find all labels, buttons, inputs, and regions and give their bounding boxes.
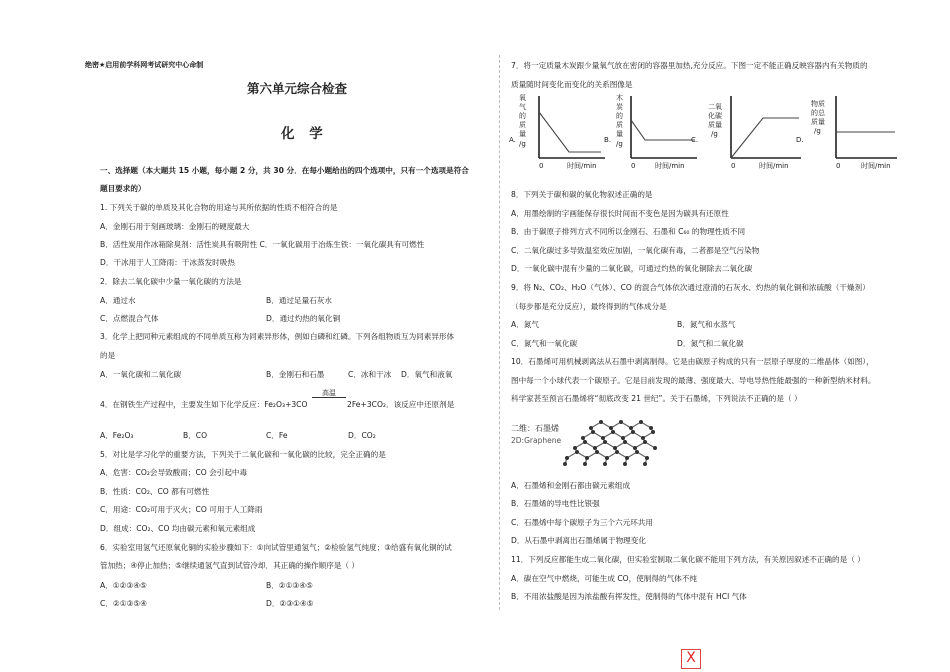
q3-option-c: C．冰和干冰 <box>348 370 392 379</box>
q9-stem: 9．将 N₂、CO₂、H₂O（气体）、CO 的混合气体依次通过澄清的石灰水、灼热的氧化铜和浓硫酸（干燥剂） <box>511 283 870 292</box>
q7-a-ylabel-3: 质 <box>519 121 526 129</box>
q3-option-b: B．金刚石和石墨 <box>266 370 325 379</box>
q10-stem-cont2: 科学家甚至预言石墨烯将“彻底改变 21 世纪”。关于石墨烯，下列说法不正确的是（ ） <box>511 394 802 403</box>
q3-option-a: A．一氧化碳和二氧化碳 <box>100 370 182 379</box>
q2-option-a: A．通过水 <box>100 296 136 305</box>
q7-opt-a: A. <box>509 136 516 144</box>
q4-option-b: B．CO <box>183 431 208 440</box>
q7-d-ylabel-3: /g <box>814 127 821 135</box>
q8-option-d: D．一氧化碳中混有少量的二氧化碳，可通过灼热的氧化铜除去二氧化碳 <box>511 264 753 273</box>
q7-b-xlabel: 时间/min <box>655 162 685 170</box>
q8-option-a: A．用墨绘制的字画能保存很长时间而不变色是因为碳具有还原性 <box>511 209 729 218</box>
graphene-caption-en: 2D:Graphene <box>511 436 562 445</box>
q7-b-ylabel-1: 炭 <box>616 103 623 111</box>
q2-option-b: B．通过足量石灰水 <box>266 296 332 305</box>
q7-opt-b: B. <box>604 136 612 144</box>
q9-option-b: B．氮气和水蒸气 <box>677 320 736 329</box>
q6-stem-cont: 管加热；④停止加热；⑤继续通氢气直到试管冷却．其正确的操作顺序是（ ） <box>100 561 360 570</box>
q7-d-ylabel-1: 的总 <box>811 109 825 117</box>
q7-a-ylabel-5: /g <box>519 140 526 148</box>
q10-option-a: A．石墨烯和金刚石都由碳元素组成 <box>511 481 631 490</box>
q3-stem-cont: 的是 <box>100 351 116 360</box>
q6-option-d: D．②③①④⑤ <box>266 599 314 608</box>
q8-option-c: C．二氧化碳过多导致温室效应加剧，一氧化碳有毒，二者都是空气污染物 <box>511 246 760 255</box>
q7-d-ylabel-2: 质量 <box>811 118 825 126</box>
section-heading: 一、选择题（本大题共 15 小题，每小题 2 分，共 30 分．在每小题给出的四个选项中，只有一个选项是符合 <box>100 166 469 175</box>
q4-option-c: C．Fe <box>266 431 288 440</box>
q10-option-c: C．石墨烯中每个碳原子为三个六元环共用 <box>511 518 653 527</box>
q11-option-b: B．不用浓盐酸是因为浓盐酸有挥发性，使制得的气体中混有 HCl 气体 <box>511 592 747 601</box>
q9-stem-cont: （每步都是充分反应），最终得到的气体成分是 <box>511 302 667 311</box>
q9-option-a: A．氮气 <box>511 320 539 329</box>
q11-option-a: A．碳在空气中燃烧，可能生成 CO，使制得的气体不纯 <box>511 574 697 583</box>
q2-option-d: D．通过灼热的氧化铜 <box>266 314 341 323</box>
q7-opt-c: C. <box>691 136 699 144</box>
section-heading-cont: 题目要求的） <box>100 184 146 193</box>
subject-title: 化 学 <box>281 126 328 142</box>
q2-stem: 2．除去二氧化碳中少量一氧化碳的方法是 <box>100 277 242 286</box>
q4-stem: 4．在钢铁生产过程中，主要发生如下化学反应：Fe₂O₃+3CO <box>100 400 308 409</box>
q7-a-ylabel-4: 量 <box>519 130 526 138</box>
q7-d-origin: 0 <box>836 162 841 170</box>
column-divider <box>499 55 500 610</box>
q6-option-b: B．②①③④⑤ <box>266 581 313 590</box>
q7-a-ylabel-1: 气 <box>519 103 526 111</box>
q7-graphs <box>505 92 905 172</box>
q8-stem: 8．下列关于碳和碳的氧化物叙述正确的是 <box>511 190 653 199</box>
q7-a-ylabel-0: 氧 <box>519 94 526 102</box>
q7-b-ylabel-0: 木 <box>616 94 623 102</box>
q7-b-curve <box>631 120 695 140</box>
q7-a-origin: 0 <box>539 162 544 170</box>
q4-option-a: A．Fe₂O₃ <box>100 431 134 440</box>
q7-c-ylabel-2: 质量 <box>708 121 722 129</box>
q7-a-curve <box>539 112 601 152</box>
q10-stem: 10．石墨烯可用机械剥离法从石墨中剥离制得。它是由碳原子构成的只有一层原子厚度的二维晶体（如图）， <box>511 357 874 366</box>
q5-option-b: B．性质：CO₂、CO 都有可燃性 <box>100 487 210 496</box>
q7-b-ylabel-4: 量 <box>616 130 623 138</box>
q1-option-d: D．干冰用于人工降雨：干冰蒸发时吸热 <box>100 258 235 267</box>
q6-stem: 6．实验室用氢气还原氧化铜的实验步骤如下：①向试管里通氢气；②检验氢气纯度；③给盛有氧化铜的试 <box>100 543 452 552</box>
q1-option-a: A．金刚石用于刻画玻璃：金刚石的硬度最大 <box>100 222 250 231</box>
q4-condition: 高温 <box>322 389 336 397</box>
q7-c-curve <box>731 118 799 158</box>
q3-option-d: D．氧气和液氧 <box>401 370 453 379</box>
q5-option-d: D．组成：CO₂、CO 均由碳元素和氧元素组成 <box>100 524 256 533</box>
q7-c-origin: 0 <box>731 162 736 170</box>
q9-option-d: D．氮气和二氧化碳 <box>677 339 744 348</box>
q7-opt-d: D. <box>796 136 804 144</box>
q5-stem: 5．对比是学习化学的重要方法，下列关于二氧化碳和一氧化碳的比较，完全正确的是 <box>100 450 386 459</box>
q3-stem: 3．化学上把同种元素组成的不同单质互称为同素异形体，例如白磷和红磷。下列各组物质互为同素异形体 <box>100 332 455 341</box>
q7-c-ylabel-3: /g <box>711 130 718 138</box>
confidential-note: 绝密★启用前学科网考试研究中心命制 <box>85 61 204 69</box>
close-icon[interactable]: X <box>681 649 701 669</box>
q1-stem: 1. 下列关于碳的单质及其化合物的用途与其所依据的性质不相符合的是 <box>100 203 338 212</box>
q2-option-c: C．点燃混合气体 <box>100 314 159 323</box>
q7-b-ylabel-5: /g <box>616 140 623 148</box>
q10-stem-cont: 图中每一个小球代表一个碳原子。它是目前发现的最薄、强度最大、导电导热性能最强的一种新型纳米材料。 <box>511 376 876 385</box>
q7-c-ylabel-1: 化碳 <box>708 112 722 120</box>
graphene-lattice-image <box>561 420 661 468</box>
q7-d-xlabel: 时间/min <box>861 162 891 170</box>
q7-b-ylabel-2: 的 <box>616 112 623 120</box>
page-title: 第六单元综合检查 <box>247 81 348 96</box>
q10-option-b: B．石墨烯的导电性比银强 <box>511 499 600 508</box>
q7-c-xlabel: 时间/min <box>759 162 789 170</box>
q8-option-b: B．由于碳原子排列方式不同所以金刚石、石墨和 C₆₀ 的物理性质不同 <box>511 227 746 236</box>
q7-d-ylabel-0: 物质 <box>811 100 825 108</box>
q6-option-c: C．②①③⑤④ <box>100 599 147 608</box>
q10-option-d: D．从石墨中剥离出石墨烯属于物理变化 <box>511 536 646 545</box>
q4-reaction-arrow <box>312 397 346 398</box>
graphene-caption-cn: 二维：石墨烯 <box>511 424 559 433</box>
q4-stem-cont: 2Fe+3CO₂．该反应中还原剂是 <box>347 400 455 409</box>
q7-a-xlabel: 时间/min <box>567 162 597 170</box>
q6-option-a: A．①②③④⑤ <box>100 581 147 590</box>
q1-option-bc: B．活性炭用作冰箱除臭剂：活性炭具有吸附性 C．一氧化碳用于冶炼生铁：一氧化碳具有可燃性 <box>100 240 425 249</box>
q7-b-ylabel-3: 质 <box>616 121 623 129</box>
q7-b-origin: 0 <box>631 162 636 170</box>
q5-option-a: A．危害：CO₂会导致酸雨；CO 会引起中毒 <box>100 468 248 477</box>
q9-option-c: C．氮气和一氧化碳 <box>511 339 578 348</box>
q7-a-ylabel-2: 的 <box>519 112 526 120</box>
q11-stem: 11．下列反应都能生成二氧化碳，但实验室制取二氧化碳不能用下列方法，有关原因叙述不正确的是（ ） <box>511 555 865 564</box>
q7-stem: 7．将一定质量木炭跟少量氧气放在密闭的容器里加热,充分反应。下图一定不能正确反映容器内有关物质的 <box>511 61 868 70</box>
q4-option-d: D．CO₂ <box>348 431 376 440</box>
q5-option-c: C．用途：CO₂可用于灭火；CO 可用于人工降雨 <box>100 505 263 514</box>
q7-c-ylabel-0: 二氧 <box>708 103 722 111</box>
q7-stem-cont: 质量随时间变化而变化的关系图像是 <box>511 80 633 89</box>
